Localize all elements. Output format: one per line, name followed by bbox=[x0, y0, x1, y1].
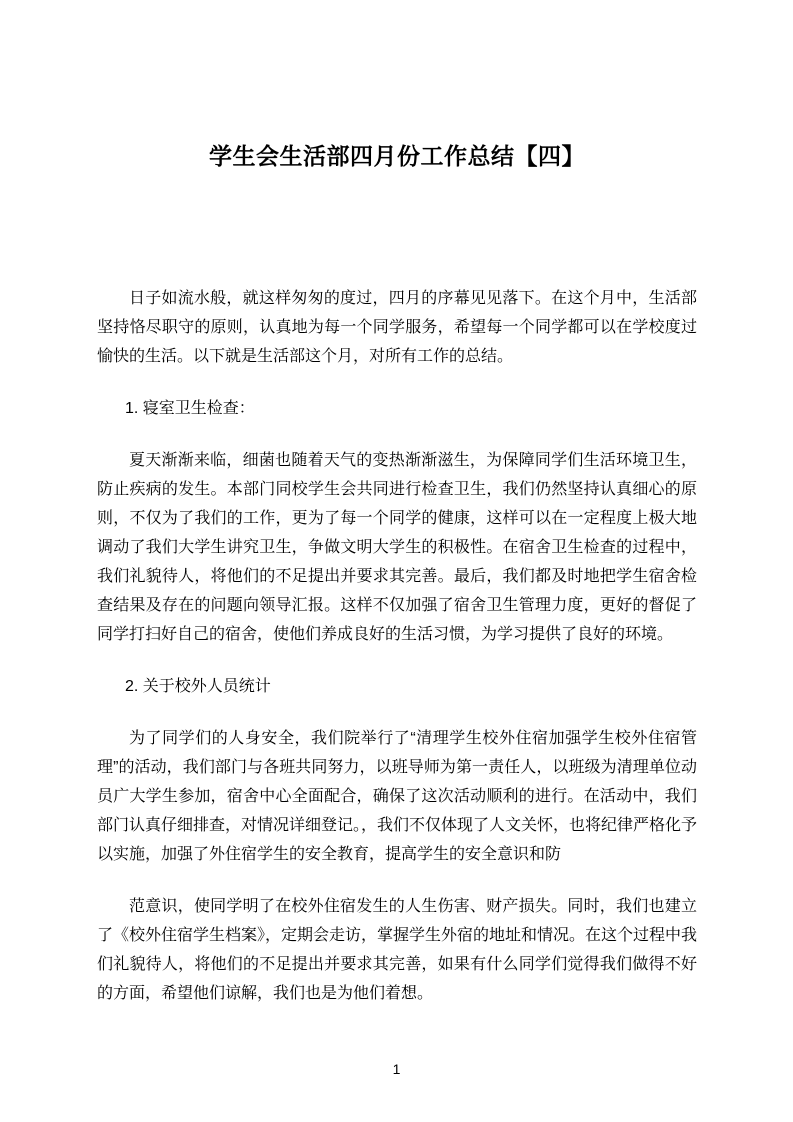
section-heading-dorm-hygiene: 1. 寝室卫生检查： bbox=[125, 400, 255, 417]
paragraph-offcampus-statistics-continued: 范意识，使同学明了在校外住宿发生的人生伤害、财产损失。同时，我们也建立了《校外住宿学生档案》，定期会走访，掌握学生外宿的地址和情况。在这个过程中我们礼貌待人，将他们的不足提出并要求其完善，如果有什么同学们觉得我们做得不好的方面，希望他们谅解，我们也是为他们着想。 bbox=[97, 898, 698, 1002]
paragraph-dorm-hygiene: 夏天渐渐来临，细菌也随着天气的变热渐渐滋生，为保障同学们生活环境卫生，防止疾病的发生。本部门同校学生会共同进行检查卫生，我们仍然坚持认真细心的原则，不仅为了我们的工作，更为了每一个同学的健康，这样可以在一定程度上极大地调动了我们大学生讲究卫生，争做文明大学生的积极性。在宿舍卫生检查的过程中，我们礼貌待人，将他们的不足提出并要求其完善。最后，我们都及时地把学生宿舍检查结果及存在的问题向领导汇报。这样不仅加强了宿舍卫生管理力度，更好的督促了同学打扫好自己的宿舍，使他们养成良好的生活习惯，为学习提供了良好的环境。 bbox=[97, 452, 697, 643]
section-heading-offcampus-statistics: 2. 关于校外人员统计 bbox=[125, 678, 271, 695]
paragraph-intro: 日子如流水般，就这样匆匆的度过，四月的序幕见见落下。在这个月中，生活部坚持恪尽职守的原则，认真地为每一个同学服务，希望每一个同学都可以在学校度过愉快的生活。以下就是生活部这个月，对所有工作的总结。 bbox=[97, 290, 697, 365]
document-content bbox=[97, 0, 697, 1008]
paragraph-offcampus-statistics: 为了同学们的人身安全，我们院举行了“清理学生校外住宿加强学生校外住宿管理”的活动，我们部门与各班共同努力，以班导师为第一责任人，以班级为清理单位动员广大学生参加，宿舍中心全面配合，确保了这次活动顺利的进行。在活动中，我们部门认真仔细排查，对情况详细登记。，我们不仅体现了人文关怀，也将纪律严格化予以实施，加强了外住宿学生的安全教育，提高学生的安全意识和防 bbox=[97, 730, 698, 863]
document-title: 学生会生活部四月份工作总结【四】 bbox=[209, 143, 585, 169]
page-number: 1 bbox=[392, 1061, 401, 1077]
